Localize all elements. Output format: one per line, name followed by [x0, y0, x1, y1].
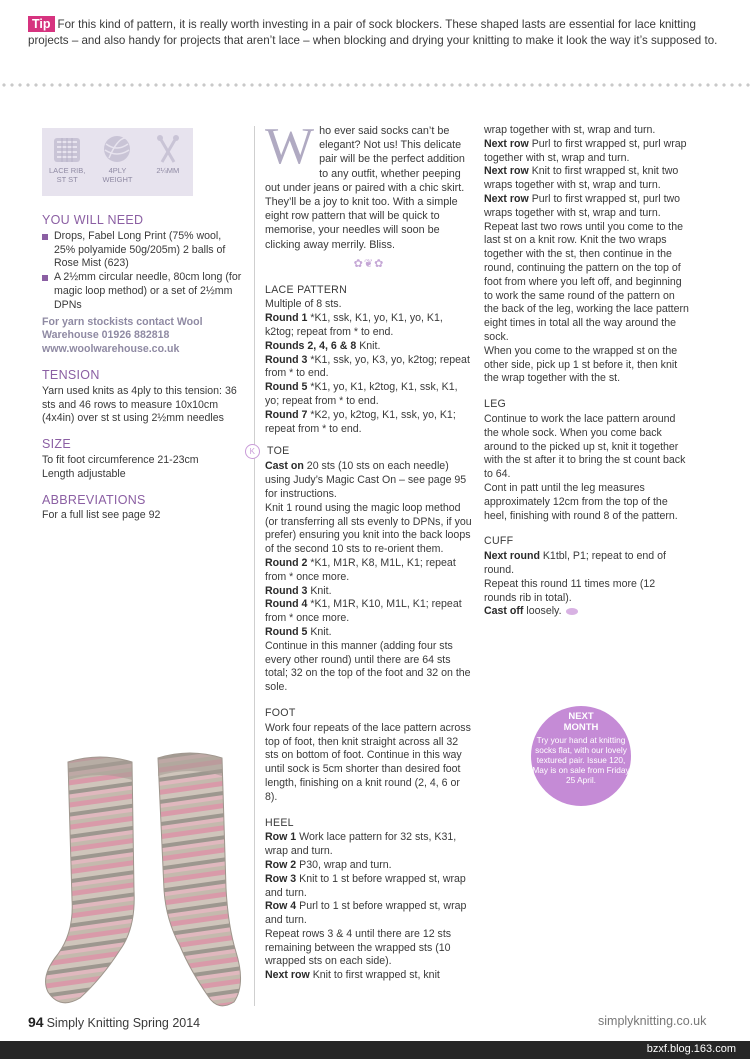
needles-icon [152, 134, 184, 164]
ornament-icon: ✿❦✿ [353, 257, 385, 270]
icon-label-needles: 2¼MM [156, 166, 180, 175]
lace-pattern-heading: LACE PATTERN [265, 283, 348, 296]
heel-wrapped-st: When you come to the wrapped st on the other side, pick up 1 st before it, then knit the wrap together with the st. [484, 344, 678, 385]
knit-badge-icon: K [245, 444, 260, 459]
list-item: Drops, Fabel Long Print (75% wool, 25% polyamide 50g/205m) 2 balls of Rose Mist (623) [42, 230, 242, 271]
heel-next-row-3: Next row Purl to first wrapped st, purl two wraps together with st, wrap and turn. [484, 192, 681, 219]
leg-text: Continue to work the lace pattern around the whole sock. When you come back around to the picked up st, knit it together with the st after it to bring the st count back to 64. [484, 412, 686, 481]
toe-heading: K TOE [265, 444, 473, 459]
heel-heading: HEEL [265, 816, 294, 829]
lace-round-1: Round 1 *K1, ssk, K1, yo, K1, yo, K1, k2tog; repeat from * to end. [265, 312, 443, 339]
next-month-title: NEXT MONTH [563, 711, 599, 733]
drop-cap: W [265, 118, 315, 175]
abbreviations-text: For a full list see page 92 [42, 509, 161, 522]
size-line-1: To fit foot circumference 21-23cm [42, 453, 199, 466]
watermark-text: bzxf.blog.163.com [646, 1043, 736, 1055]
end-mark-icon [566, 608, 578, 615]
heel-continued: wrap together with st, wrap and turn. [484, 124, 656, 136]
heel-row-4: Row 4 Purl to 1 st before wrapped st, wrap and turn. [265, 900, 467, 927]
cuff-repeat: Repeat this round 11 times more (12 rounds rib in total). [484, 577, 656, 604]
heel-repeat: Repeat rows 3 & 4 until there are 12 sts remaining between the wrapped sts (10 wrapped sts on each side). [265, 927, 452, 968]
cuff-cast-off: Cast off loosely. [484, 605, 690, 619]
size-heading: SIZE [42, 437, 71, 452]
footer-website-link[interactable]: simplyknitting.co.uk [598, 1014, 707, 1028]
watermark-bar [0, 1041, 750, 1059]
toe-continue: Continue in this manner (adding four sts every other round) until there are 64 sts total; 32 on the top of the foot and 32 on the sole. [265, 639, 471, 694]
abbreviations-heading: ABBREVIATIONS [42, 492, 146, 507]
tension-heading: TENSION [42, 367, 100, 382]
socks-photo [40, 740, 255, 1010]
next-month-text: Try your hand at knitting socks flat, with our lovely textured pair. Issue 120, May is on sale from Friday 25 April. [532, 735, 630, 785]
lace-round-5: Round 5 *K1, yo, K1, k2tog, K1, ssk, K1, yo; repeat from * to end. [265, 381, 458, 407]
bullet-square-icon [42, 275, 48, 281]
icon-cell-needles [145, 134, 190, 175]
bullet-square-icon [42, 234, 48, 240]
foot-heading: FOOT [265, 706, 296, 719]
cuff-heading: CUFF [484, 535, 514, 548]
lace-rounds-2-8: Rounds 2, 4, 6 & 8 Knit. [265, 339, 381, 352]
heel-repeat-last: Repeat last two rows until you come to the last st on a knit row. Knit the two wraps together with the st, then continue in the round, continuing the pattern on the top of foot from where you left off, and beginning to work the same round of the pattern on the back of the leg, working the lace pattern eight times in total all the way around the sock. [484, 220, 689, 343]
tip-box [28, 16, 718, 49]
icon-cell-lace [45, 134, 90, 184]
tension-text: Yarn used knits as 4ply to this tension: 36 sts and 46 rows to measure 10x10cm (4x4in) over st st using 2½mm needles [42, 384, 237, 425]
yarn-ball-icon [101, 134, 133, 164]
heel-row-3: Row 3 Knit to 1 st before wrapped st, wrap and turn. [265, 872, 466, 899]
heel-row-1: Row 1 Work lace pattern for 32 sts, K31, wrap and turn. [265, 831, 457, 858]
left-column [42, 128, 242, 523]
lace-round-3: Round 3 *K1, ssk, yo, K3, yo, k2tog; repeat from * to end. [265, 353, 470, 380]
heel-next-row-1: Next row Purl to first wrapped st, purl wrap together with st, wrap and turn. [484, 137, 687, 164]
toe-round-3: Round 3 Knit. [265, 584, 332, 597]
page-number: 94 [28, 1014, 44, 1030]
footer-left [28, 1014, 200, 1030]
lace-rib-icon [51, 134, 83, 164]
heel-next-row: Next row Knit to first wrapped st, knit [265, 969, 440, 982]
magazine-title: Simply Knitting Spring 2014 [46, 1016, 201, 1030]
intro-paragraph: Who ever said socks can’t be elegant? Not us! This delicate pair will be the perfect addition to any outfit, whether peeping out under jeans or paired with a chic skirt. They’ll be a joy to knit too. With a simple eight row pattern that will be quick to memorise, your needles will soon be clicking away merrily. Bliss. [265, 118, 465, 251]
toe-cast-on: Cast on 20 sts (10 sts on each needle) using Judy’s Magic Cast On – see page 95 for instructions. [265, 460, 467, 500]
tip-text: For this kind of pattern, it is really worth investing in a pair of sock blockers. These shaped lasts are essential for lace knitting projects – and also handy for projects that aren’t lace – when blocking and drying your knitting to make it look the way it’s supposed to. [28, 18, 718, 47]
middle-column: Who ever said socks can’t be elegant? Not us! This delicate pair will be the perfect addition to any outfit, whether peeping out under jeans or paired with a chic skirt. They’ll be a joy to knit too. With a simple eight row pattern that will be quick to memorise, your needles will soon be clicking away merrily. Bliss. ✿❦✿ LACE PATTERN Multiple of 8 sts. Round 1 *K1, ssk, K1, yo, K1, yo, K1, k2tog; repeat from * to end. Rounds 2, 4, 6 & 8 Knit. Round 3 *K1, ssk, yo, K3, yo, k2tog; repeat from * to end. Round 5 *K1, yo, K1, k2tog, K1, ssk, K1, yo; repeat from * to end. Round 7 *K2, yo, k2tog, K1, ssk, yo, K1; repeat from * to end. K TOE Cast on 20 sts (10 sts on each needle) using Judy’s Magic Cast On – see page 95 for instructions. Knit 1 round using the magic loop method (or transferring all sts evenly to DPNs, if you prefer) ensuring you knit into the back loops of the second 10 sts to re-orient them. Round 2 *K1, M1R, K8, M1L, K1; repeat from * once more. Round 3 Knit. Round 4 *K1, M1R, K10, M1L, K1; repeat from * once more. Round 5 Knit. Continue in this manner (adding four sts every other round) until there are 64 sts total; 32 on the top of the foot and 32 on the sole. FOOT Work four repeats of the lace pattern across top of foot, then knit straight across all 32 sts on bottom of foot. Continue in this way until sock is 5cm shorter than desired foot length, finishing on a knit round (2, 4, 6 or 8). HEEL Row 1 Work lace pattern for 32 sts, K31, wrap and turn. Row 2 P30, wrap and turn. Row 3 Knit to 1 st before wrapped st, wrap and turn. Row 4 Purl to 1 st before wrapped st, wrap and turn. Repeat rows 3 & 4 until there are 12 sts remaining between the wrapped sts (10 wrapped sts on each side). Next row Knit to first wrapped st, knit [265, 124, 473, 983]
heel-row-2: Row 2 P30, wrap and turn. [265, 858, 392, 871]
list-item: A 2½mm circular needle, 80cm long (for magic loop method) or a set of 2½mm DPNs [42, 271, 242, 312]
stockist-info: For yarn stockists contact Wool Warehouse 01926 882818 www.woolwarehouse.co.uk [42, 316, 242, 357]
leg-cont: Cont in patt until the leg measures approximately 12cm from the top of the heel, finishing with round 8 of the pattern. [484, 481, 678, 522]
icon-label-lace: LACE RIB, ST ST [49, 166, 86, 184]
cuff-next-round: Next round K1tbl, P1; repeat to end of round. [484, 550, 666, 576]
lace-round-7: Round 7 *K2, yo, k2tog, K1, ssk, yo, K1; repeat from * to end. [265, 408, 456, 435]
dotted-divider [0, 82, 750, 88]
toe-round-4: Round 4 *K1, M1R, K10, M1L, K1; repeat from * once more. [265, 598, 462, 625]
right-column [484, 124, 690, 619]
tip-badge: Tip [28, 16, 55, 32]
toe-knit-1: Knit 1 round using the magic loop method (or transferring all sts evenly to DPNs, if you prefer) ensuring you knit into the back loops of the second 10 sts to re-orient them. [265, 501, 472, 556]
toe-round-2: Round 2 *K1, M1R, K8, M1L, K1; repeat from * once more. [265, 556, 456, 583]
size-line-2: Length adjustable [42, 467, 126, 480]
leg-heading: LEG [484, 398, 507, 411]
stockist-website-link[interactable]: www.woolwarehouse.co.uk [42, 343, 180, 356]
icon-label-weight: 4PLY WEIGHT [102, 166, 133, 184]
icon-cell-weight [95, 134, 140, 184]
you-will-need-heading: YOU WILL NEED [42, 213, 144, 227]
foot-text: Work four repeats of the lace pattern across top of foot, then knit straight across all 32 sts on bottom of foot. Continue in this way until sock is 5cm shorter than desired foot length, finishing on a knit round (2, 4, 6 or 8). [265, 721, 471, 803]
heel-next-row-2: Next row Knit to first wrapped st, knit two wraps together with st, wrap and turn. [484, 165, 679, 192]
pattern-icons-box [42, 128, 193, 196]
next-month-badge [531, 706, 631, 806]
toe-round-5: Round 5 Knit. [265, 625, 332, 638]
